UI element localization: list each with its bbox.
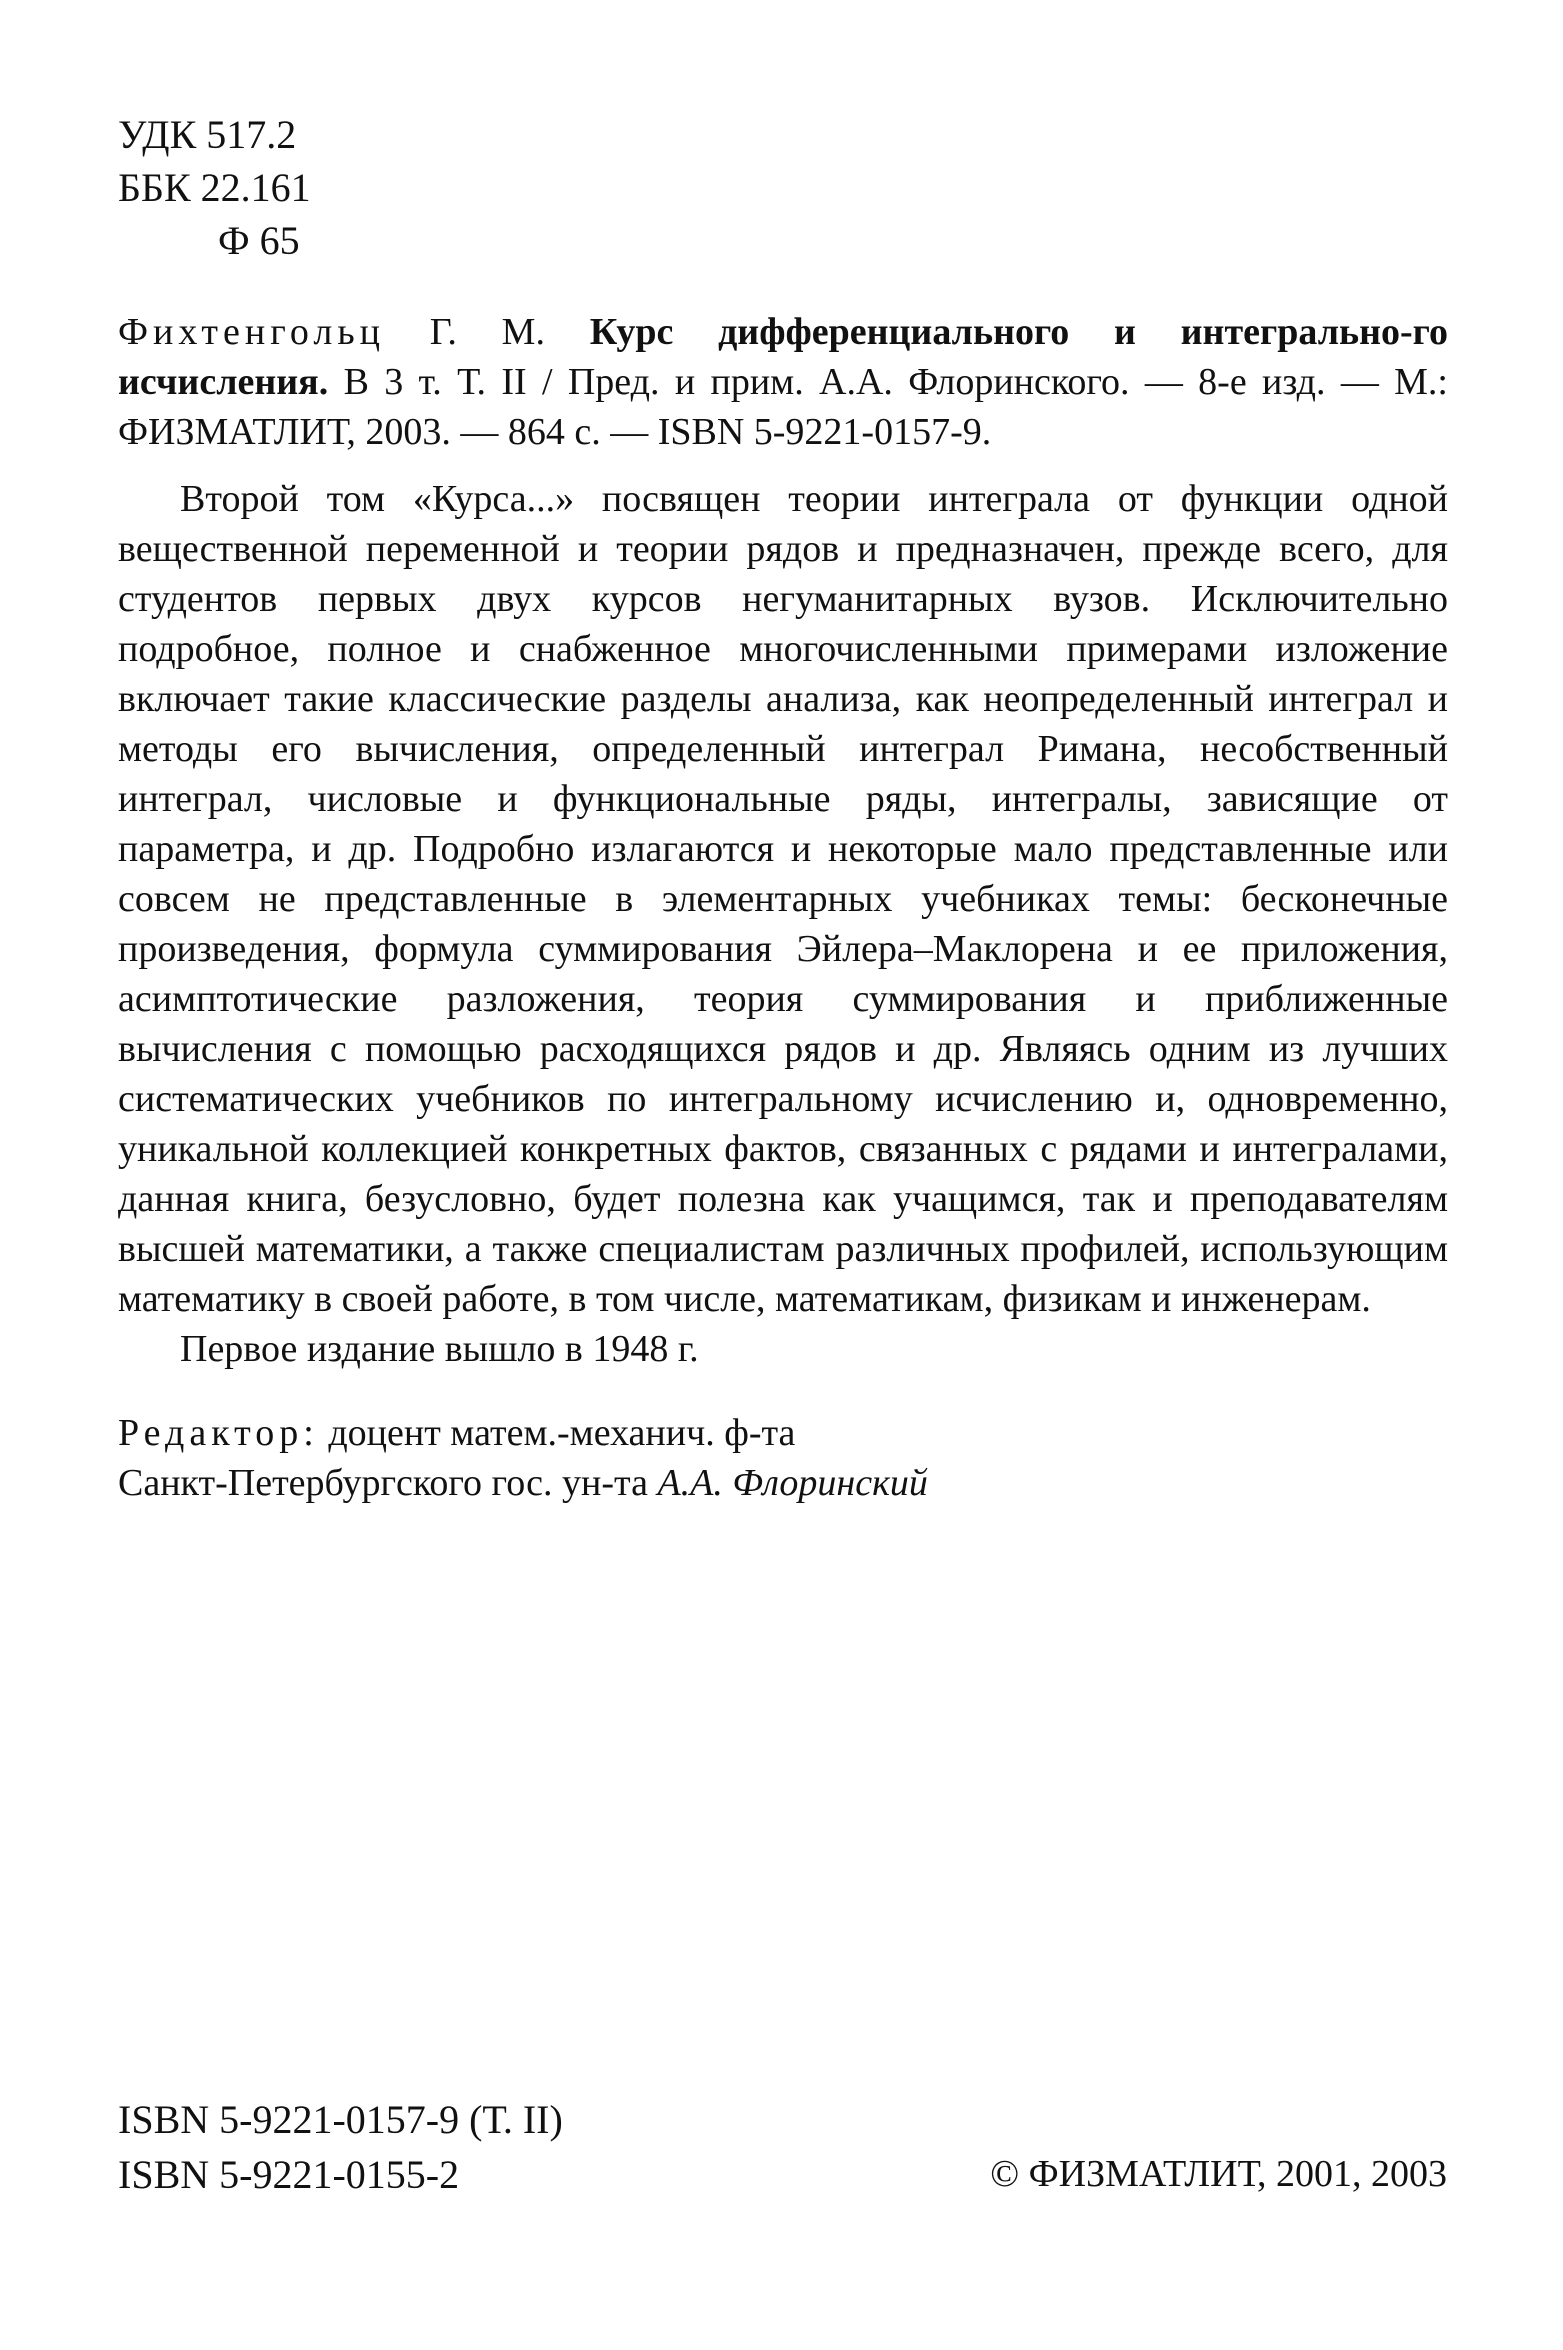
- annotation: [118, 474, 1448, 1374]
- copyright-notice: © ФИЗМАТЛИТ, 2001, 2003: [990, 2153, 1447, 2195]
- isbn-set: ISBN 5-9221-0155-2: [118, 2152, 460, 2197]
- isbn-list: [118, 2092, 563, 2202]
- publication-details: В 3 т. Т. II / Пред. и прим. А.А. Флоринского. — 8-е изд. — М.: ФИЗМАТЛИТ, 2003. — 864 с. — ISBN 5-9221-0157-9.: [118, 361, 1448, 453]
- annotation-paragraph: Второй том «Курса...» посвящен теории интеграла от функции одной вещественной переменной и теории рядов и предназначен, прежде всего, для студентов первых двух курсов негуманитарных вузов. Исключительно подробное, полное и снабженное многочисленными примерами изложение включает такие классические разделы анализа, как неопределенный интеграл и методы его вычисления, определенный интеграл Римана, несобственный интеграл, числовые и функциональные ряды, интегралы, зависящие от параметра, и др. Подробно излагаются и некоторые мало представленные или совсем не представленные в элементарных учебниках темы: бесконечные произведения, формула суммирования Эйлера–Маклорена и ее приложения, асимптотические разложения, теория суммирования и приближенные вычисления с помощью расходящихся рядов и др. Являясь одним из лучших систематических учебников по интегральному исчислению и, одновременно, уникальной коллекцией конкретных фактов, связанных с рядами и интегралами, данная книга, безусловно, будет полезна как учащимся, так и преподавателям высшей математики, а также специалистам различных профилей, использующим математику в своей работе, в том числе, математикам, физикам и инженерам.: [118, 478, 1448, 1320]
- editor-name: А.А. Флоринский: [657, 1462, 928, 1504]
- editor-position-line2: Санкт-Петербургского гос. ун-та: [118, 1462, 648, 1504]
- bbk-code: ББК 22.161: [118, 165, 311, 210]
- author-initials: Г. М.: [429, 311, 545, 353]
- author-surname: Фихтенгольц: [118, 311, 385, 353]
- classification-codes: [118, 108, 311, 267]
- editor-credit: [118, 1408, 1448, 1508]
- isbn-volume: ISBN 5-9221-0157-9 (Т. II): [118, 2097, 563, 2142]
- editor-label: Редактор:: [118, 1412, 319, 1454]
- author-mark: Ф 65: [218, 218, 300, 263]
- book-title: Курс дифференциального и интегрально-го исчисления.: [118, 311, 1448, 403]
- editor-position-line1: доцент матем.-механич. ф-та: [328, 1412, 796, 1454]
- first-edition-note: Первое издание вышло в 1948 г.: [180, 1328, 699, 1370]
- udk-code: УДК 517.2: [118, 112, 297, 157]
- bibliographic-record: [118, 307, 1448, 457]
